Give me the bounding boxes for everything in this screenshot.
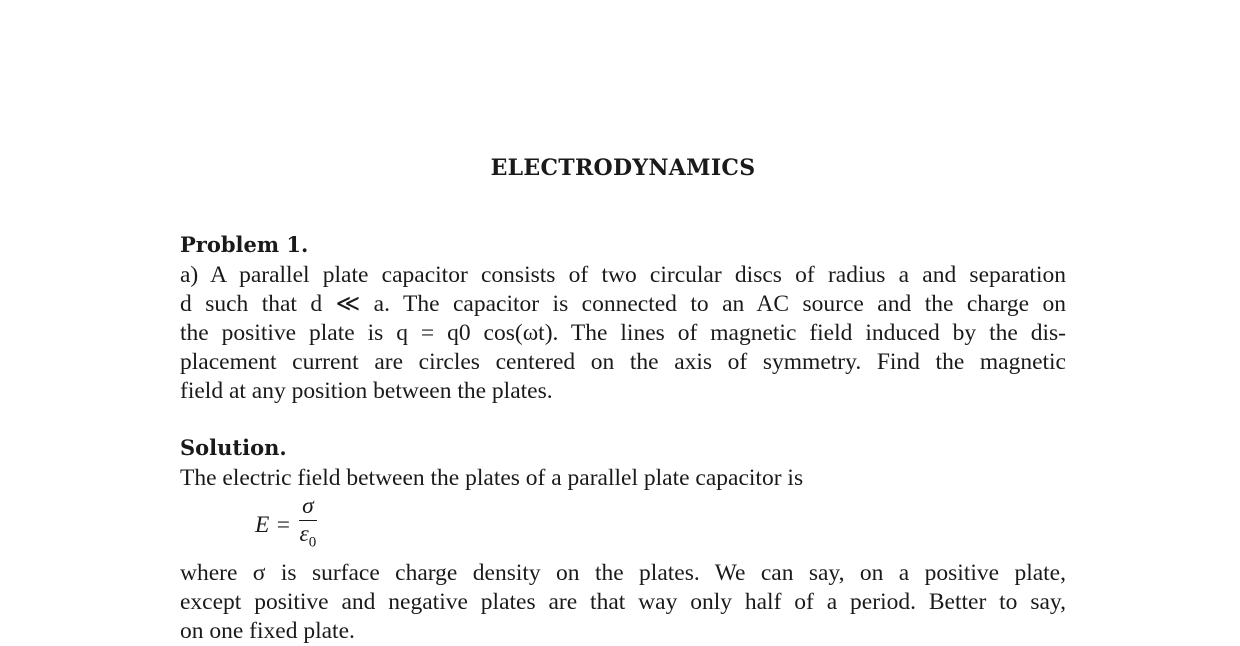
equation-denominator <box>300 521 317 556</box>
problem-line-1: a) A parallel plate capacitor consists of two circular discs of radius a and separation <box>180 262 1066 288</box>
problem-line-3: the positive plate is q = q0 cos(ωt). The lines of magnetic field induced by the dis- <box>180 320 1066 346</box>
equation-fraction <box>299 494 317 556</box>
problem-heading: Problem 1. <box>180 232 309 257</box>
solution-heading: Solution. <box>180 435 287 460</box>
document-title: ELECTRODYNAMICS <box>490 155 756 181</box>
solution-text <box>180 559 1066 646</box>
problem-line-5: field at any position between the plates. <box>180 378 553 404</box>
denominator-symbol: ε <box>299 521 309 548</box>
solution-line-1: where σ is surface charge density on the plates. We can say, on a positive plate, <box>180 560 1066 586</box>
problem-text <box>180 261 1066 406</box>
denominator-subscript: 0 <box>308 534 317 551</box>
solution-line-2: except positive and negative plates are that way only half of a period. Better to say, <box>180 589 1066 615</box>
problem-line-4: placement current are circles centered on the axis of symmetry. Find the magnetic <box>180 349 1066 375</box>
equation-numerator: σ <box>299 494 317 521</box>
problem-line-2: d such that d ≪ a. The capacitor is connected to an AC source and the charge on <box>180 291 1066 317</box>
electric-field-equation <box>255 495 317 555</box>
solution-line-3: on one fixed plate. <box>180 618 355 644</box>
equation-lhs: E = <box>255 511 292 538</box>
solution-intro: The electric field between the plates of a parallel plate capacitor is <box>180 465 804 491</box>
